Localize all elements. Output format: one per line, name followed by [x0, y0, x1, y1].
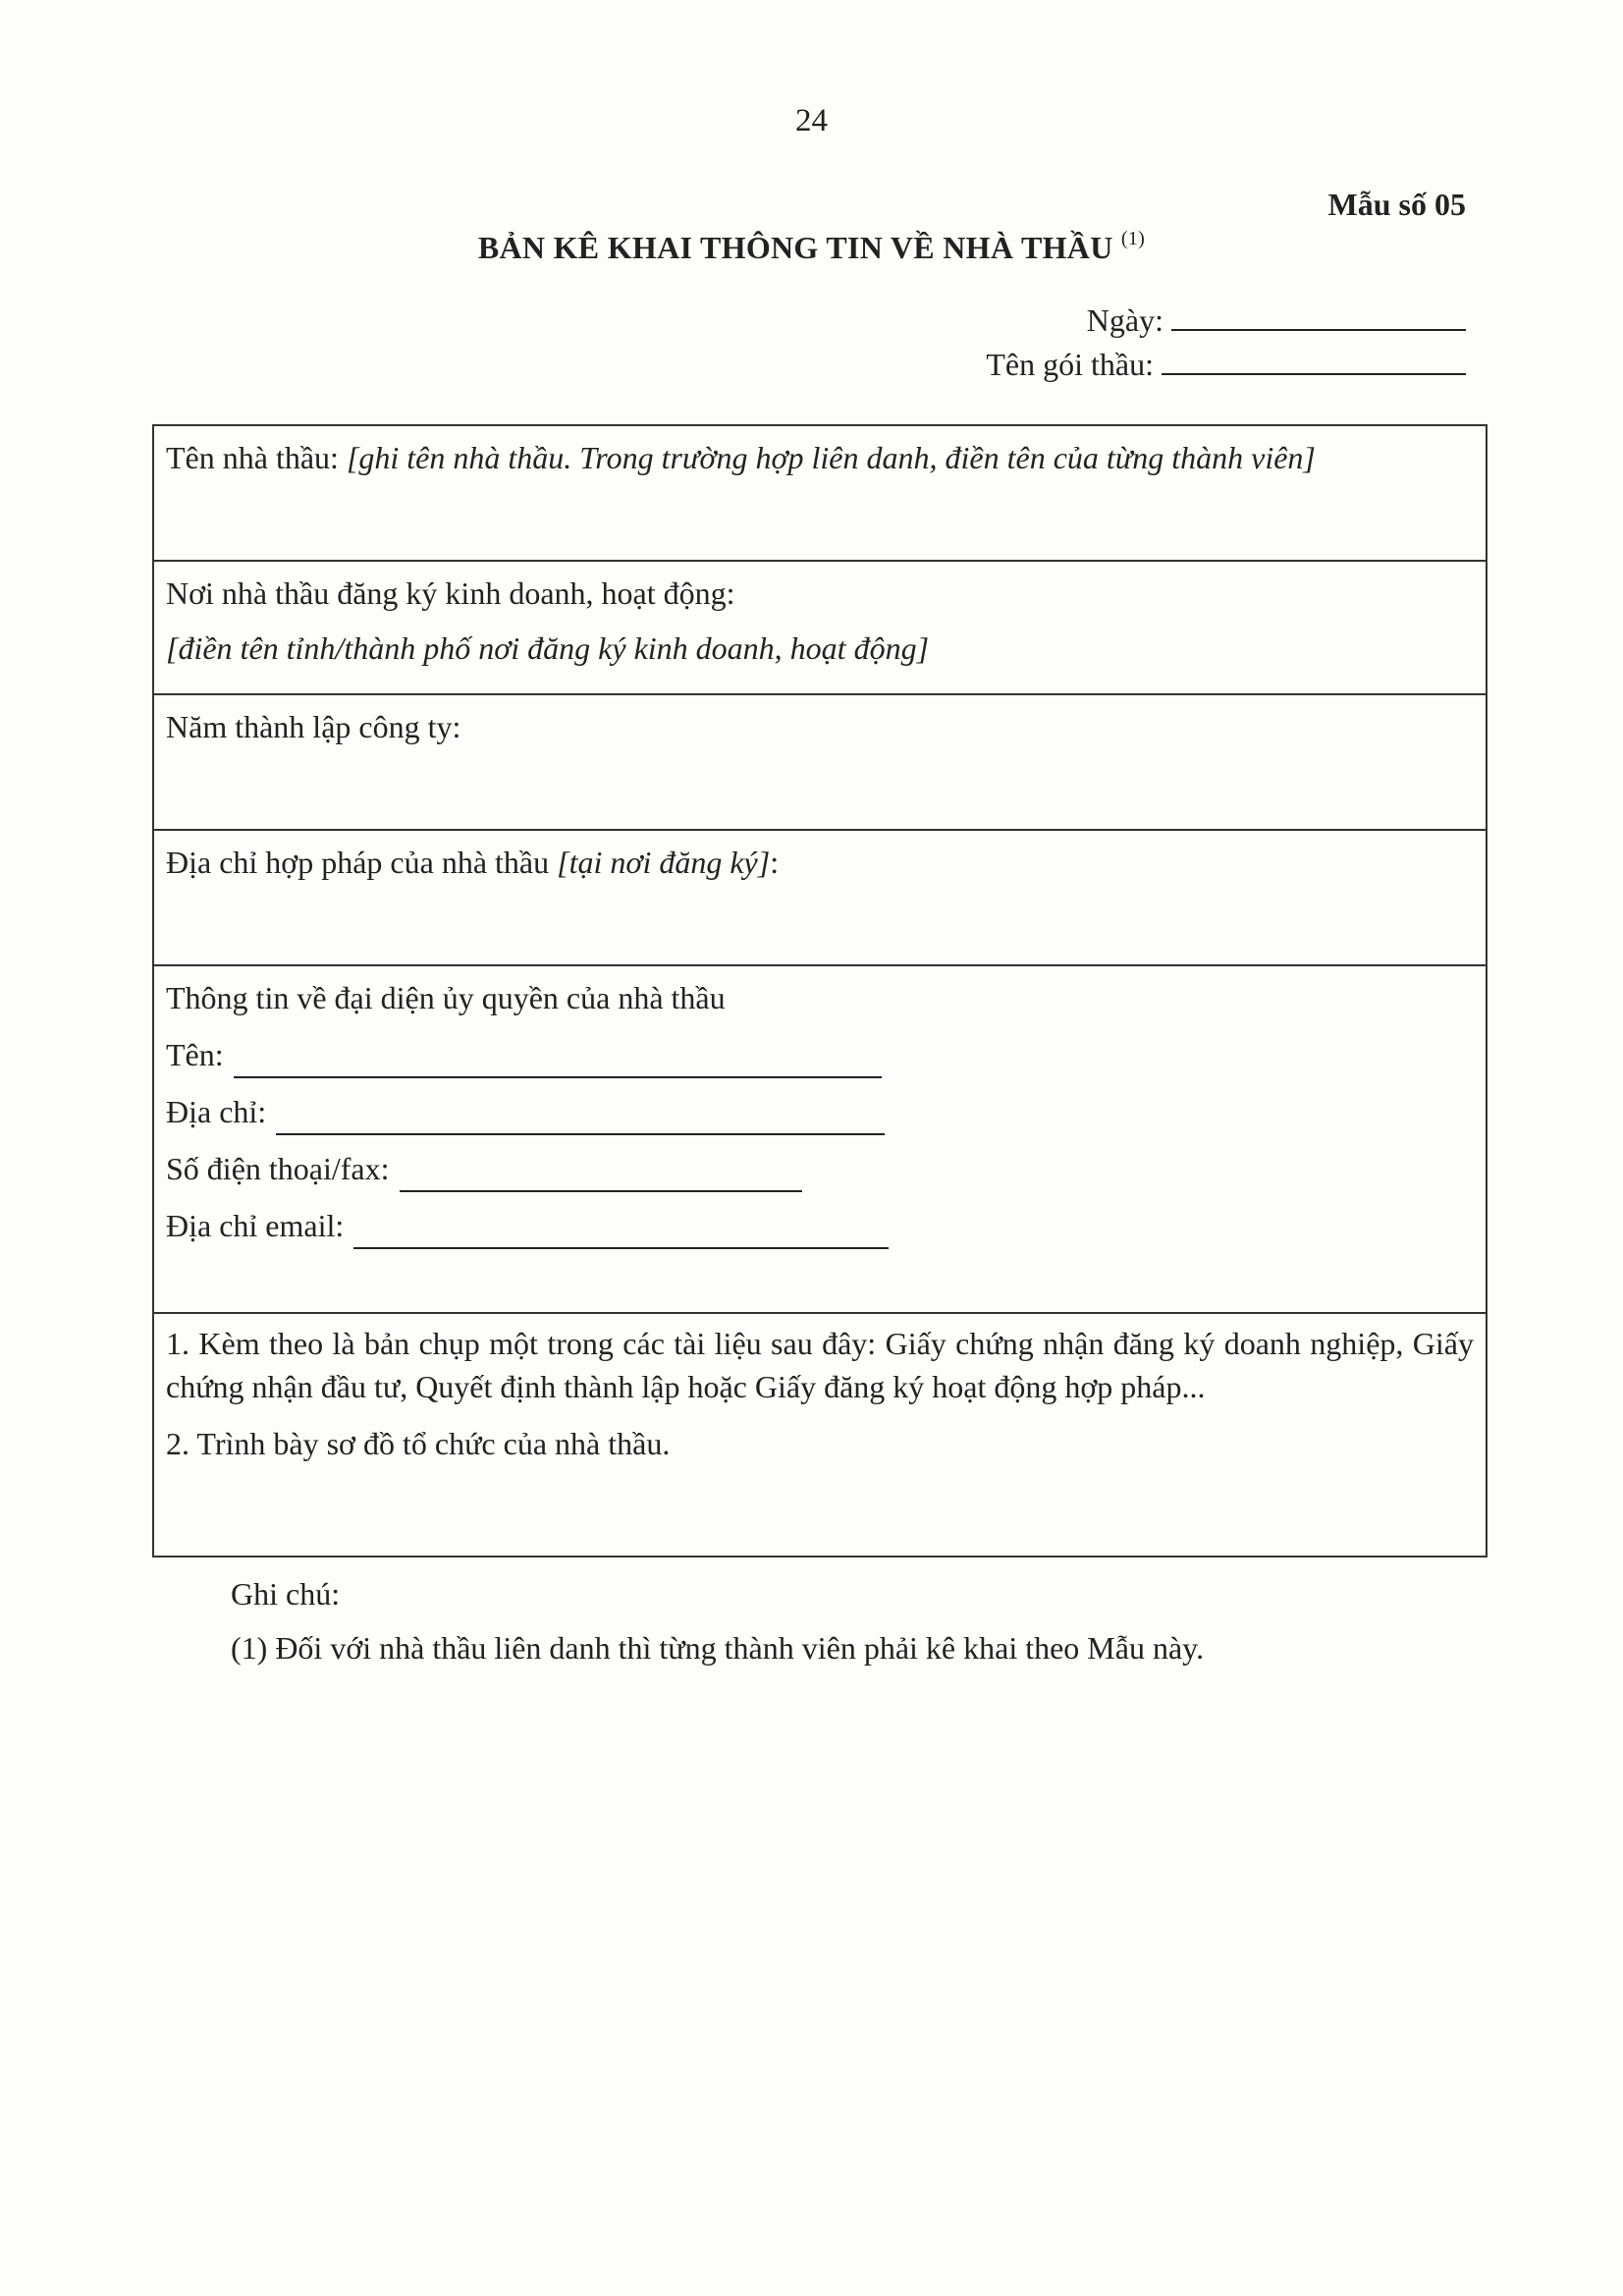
date-blank-line[interactable]	[1171, 300, 1466, 331]
page-title	[0, 228, 1623, 266]
founding-year-cell[interactable]	[153, 694, 1487, 830]
representative-phone-label: Số điện thoại/fax:	[166, 1151, 390, 1186]
package-field	[986, 344, 1466, 383]
table-row	[153, 694, 1487, 830]
legal-address-label: Địa chỉ hợp pháp của nhà thầu	[166, 845, 558, 880]
representative-name-field[interactable]	[234, 1045, 882, 1078]
founding-year-label: Năm thành lập công ty:	[166, 709, 461, 744]
title-note-ref: (1)	[1120, 228, 1146, 249]
representative-email-line	[166, 1192, 1474, 1249]
legal-address-suffix: :	[770, 845, 780, 880]
table-row	[153, 561, 1487, 694]
representative-address-field[interactable]	[276, 1102, 885, 1135]
representative-phone-field[interactable]	[400, 1159, 802, 1192]
representative-heading: Thông tin về đại diện ủy quyền của nhà thầu	[166, 980, 726, 1015]
representative-address-label: Địa chỉ:	[166, 1094, 267, 1129]
title-text: BẢN KÊ KHAI THÔNG TIN VỀ NHÀ THẦU	[477, 230, 1113, 265]
date-label: Ngày:	[1086, 302, 1163, 338]
representative-phone-line	[166, 1135, 1474, 1192]
note-text: (1) Đối với nhà thầu liên danh thì từng thành viên phải kê khai theo Mẫu này.	[231, 1630, 1205, 1666]
note-label: Ghi chú:	[231, 1576, 341, 1612]
representative-name-line	[166, 1021, 1474, 1078]
attachments-cell	[153, 1313, 1487, 1557]
representative-name-label: Tên:	[166, 1037, 224, 1072]
package-blank-line[interactable]	[1162, 344, 1466, 375]
legal-address-cell[interactable]	[153, 830, 1487, 965]
package-label: Tên gói thầu:	[986, 347, 1154, 382]
table-row	[153, 830, 1487, 965]
page-number: 24	[795, 103, 828, 138]
contractor-name-hint: [ghi tên nhà thầu. Trong trường hợp liên danh, điền tên của từng thành viên]	[346, 440, 1316, 475]
representative-email-label: Địa chỉ email:	[166, 1208, 345, 1243]
table-row	[153, 965, 1487, 1313]
table-row	[153, 1313, 1487, 1557]
table-row	[153, 425, 1487, 561]
form-number: Mẫu số 05	[1327, 187, 1466, 222]
representative-cell	[153, 965, 1487, 1313]
contractor-info-table	[152, 424, 1488, 1558]
attachments-item-2: 2. Trình bày sơ đồ tổ chức của nhà thầu.	[166, 1426, 671, 1461]
representative-address-line	[166, 1078, 1474, 1135]
date-field	[1087, 300, 1466, 339]
contractor-name-cell[interactable]	[153, 425, 1487, 561]
contractor-name-label: Tên nhà thầu:	[166, 440, 347, 475]
registration-label: Nơi nhà thầu đăng ký kinh doanh, hoạt động:	[166, 575, 735, 611]
registration-cell[interactable]	[153, 561, 1487, 694]
registration-hint: [điền tên tỉnh/thành phố nơi đăng ký kinh doanh, hoạt động]	[166, 630, 930, 666]
representative-email-field[interactable]	[353, 1216, 889, 1249]
attachments-item-1: 1. Kèm theo là bản chụp một trong các tài liệu sau đây: Giấy chứng nhận đăng ký doanh nghiệp, Giấy chứng nhận đầu tư, Quyết định thành lập hoặc Giấy đăng ký hoạt động hợp pháp...	[166, 1326, 1474, 1404]
legal-address-hint: [tại nơi đăng ký]	[557, 845, 771, 880]
